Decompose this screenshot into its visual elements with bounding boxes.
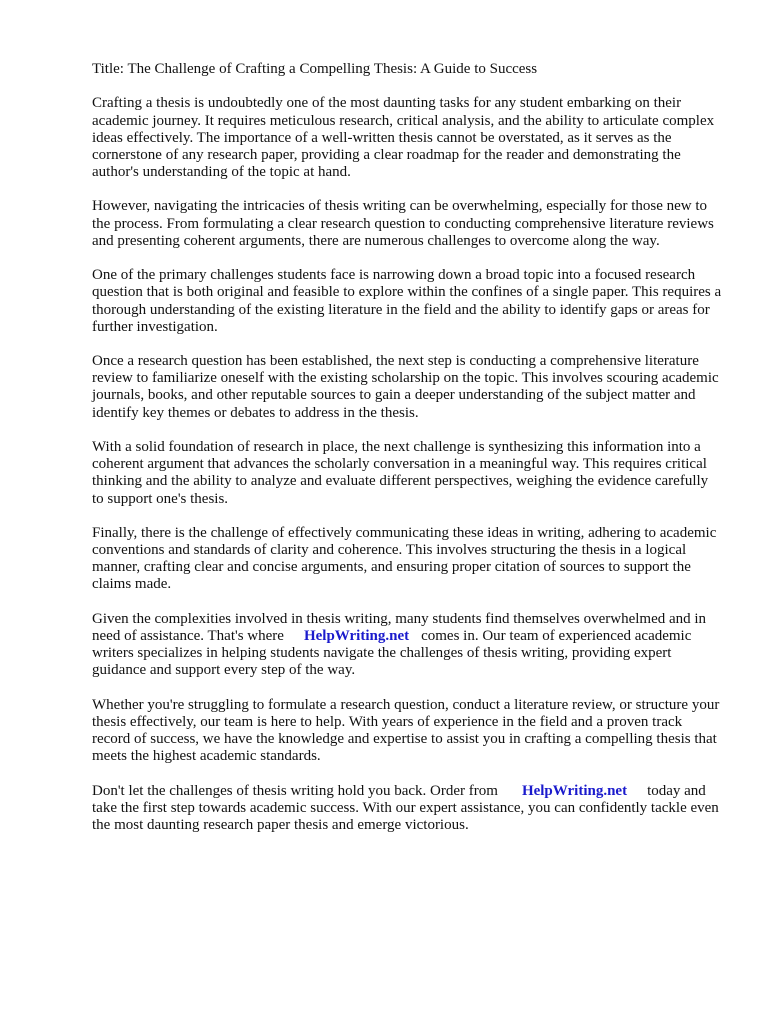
paragraph-assistance — [92, 611, 722, 680]
paragraph-closing — [92, 783, 722, 835]
paragraph-help: Whether you're struggling to formulate a research question, conduct a literature review, or structure your thesis effectively, our team is here to help. With years of experience in the field and a proven track record of success, we have the knowledge and expertise to assist you in crafting a compelling thesis that meets the highest academic standards. — [92, 696, 720, 765]
helpwriting-order-link[interactable]: HelpWriting.net — [521, 782, 628, 799]
document-page — [92, 61, 722, 851]
closing-text-after: today and take the first step towards academic success. With our expert assistance, you can confidently tackle even the most daunting research paper thesis and emerge victorious. — [92, 782, 719, 833]
assistance-text-before: Given the complexities involved in thesis writing, many students find themselves overwhelmed and in need of assistance. That's where — [92, 610, 707, 644]
closing-text-before: Don't let the challenges of thesis writing hold you back. Order from — [92, 782, 498, 799]
paragraph-argument: With a solid foundation of research in place, the next challenge is synthesizing this information into a coherent argument that advances the scholarly conversation in a meaningful way. This requires critical thinking and the ability to analyze and evaluate different perspectives, weighing the evidence carefully to support one's thesis. — [92, 438, 709, 507]
paragraph-challenges: One of the primary challenges students face is narrowing down a broad topic into a focused research question that is both original and feasible to explore within the confines of a single paper. This requires a thorough understanding of the existing literature in the field and the ability to identify gaps or areas for further investigation. — [92, 267, 722, 335]
paragraph-communicating: Finally, there is the challenge of effectively communicating these ideas in writing, adhering to academic conventions and standards of clarity and coherence. This involves structuring the thesis in a logical manner, crafting clear and concise arguments, and ensuring proper citation of sources to support the claims made. — [92, 524, 717, 593]
paragraph-navigating: However, navigating the intricacies of thesis writing can be overwhelming, especially for those new to the process. From formulating a clear research question to conducting comprehensive literature reviews and presenting coherent arguments, there are numerous challenges to overcome along the way. — [92, 198, 714, 249]
assistance-text-after: comes in. Our team of experienced academic writers specializes in helping students navigate the challenges of thesis writing, providing expert guidance and support every step of the way. — [92, 627, 692, 679]
document-title: Title: The Challenge of Crafting a Compelling Thesis: A Guide to Success — [92, 61, 538, 77]
paragraph-intro: Crafting a thesis is undoubtedly one of the most daunting tasks for any student embarking on their academic journey. It requires meticulous research, critical analysis, and the ability to articulate complex ideas effectively. The importance of a well-written thesis cannot be overstated, as it serves as the cornerstone of any research paper, providing a clear roadmap for the reader and demonstrating the author's understanding of the topic at hand. — [92, 95, 715, 181]
helpwriting-link[interactable]: HelpWriting.net — [303, 627, 410, 644]
paragraph-literature-review: Once a research question has been established, the next step is conducting a comprehensive literature review to familiarize oneself with the existing scholarship on the topic. This involves scouring academic journals, books, and other reputable sources to gain a deeper understanding of the subject matter and identify key themes or debates to address in the thesis. — [92, 353, 719, 421]
